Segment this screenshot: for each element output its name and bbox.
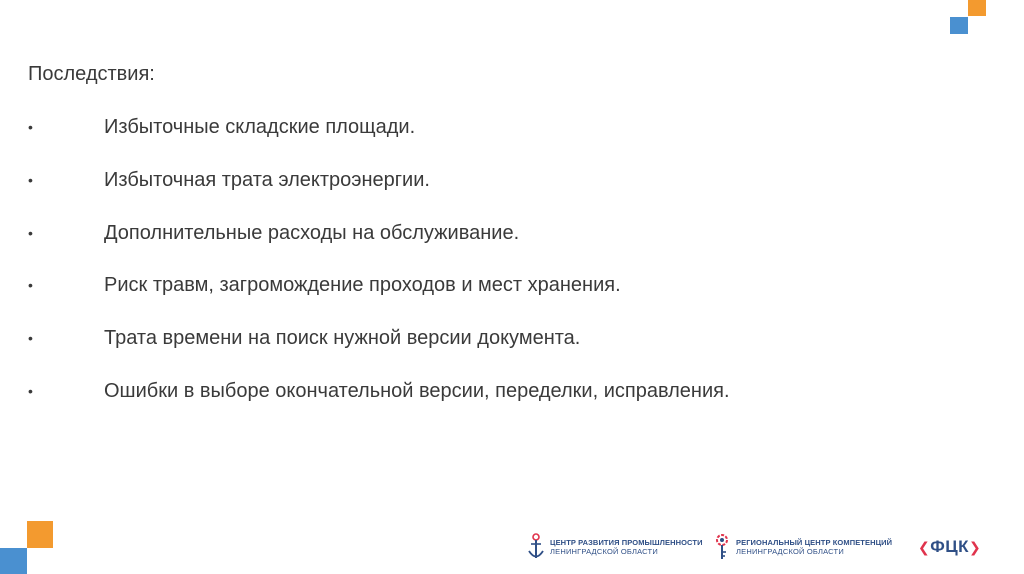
bullet-icon: • <box>28 277 33 293</box>
list-item-text: Риск травм, загромождение проходов и мест хранения. <box>104 274 621 296</box>
decor-square-orange-top <box>968 0 986 16</box>
logo-text-line2: ЛЕНИНГРАДСКОЙ ОБЛАСТИ <box>736 547 844 556</box>
bullet-icon: • <box>28 119 33 135</box>
footer-logos <box>526 530 996 564</box>
slide-heading: Последствия: <box>28 63 155 85</box>
decor-square-blue-top <box>950 17 968 34</box>
bullet-icon: • <box>28 383 33 399</box>
bullet-icon: • <box>28 172 33 188</box>
chevron-left-icon: ❮ <box>918 538 931 555</box>
bullet-icon: • <box>28 225 33 241</box>
list-item <box>0 272 900 298</box>
decor-square-blue-bottom <box>0 548 27 574</box>
list-item-text: Избыточная трата электроэнергии. <box>104 169 430 191</box>
anchor-icon <box>526 532 546 562</box>
chevron-right-icon: ❯ <box>969 538 982 555</box>
list-item-text: Трата времени на поиск нужной версии документа. <box>104 327 581 349</box>
list-item-text: Избыточные складские площади. <box>104 116 416 138</box>
list-item-text: Ошибки в выборе окончательной версии, переделки, исправления. <box>104 380 730 402</box>
logo-text-line1: ЦЕНТР РАЗВИТИЯ ПРОМЫШЛЕННОСТИ <box>550 538 703 547</box>
logo-industry-center <box>526 530 703 564</box>
logo-competence-center <box>712 530 892 564</box>
list-item <box>0 325 900 351</box>
list-item <box>0 167 900 193</box>
logo-fck <box>918 530 981 564</box>
logo-fck-text: ФЦК <box>930 537 970 556</box>
list-item-text: Дополнительные расходы на обслуживание. <box>104 222 520 244</box>
list-item <box>0 378 900 404</box>
list-item <box>0 114 900 140</box>
logo-text-line2: ЛЕНИНГРАДСКОЙ ОБЛАСТИ <box>550 547 658 556</box>
gear-key-icon <box>712 532 732 562</box>
decor-square-orange-bottom <box>27 521 53 548</box>
logo-text-line1: РЕГИОНАЛЬНЫЙ ЦЕНТР КОМПЕТЕНЦИЙ <box>736 538 893 547</box>
list-item <box>0 220 900 246</box>
bullet-icon: • <box>28 330 33 346</box>
